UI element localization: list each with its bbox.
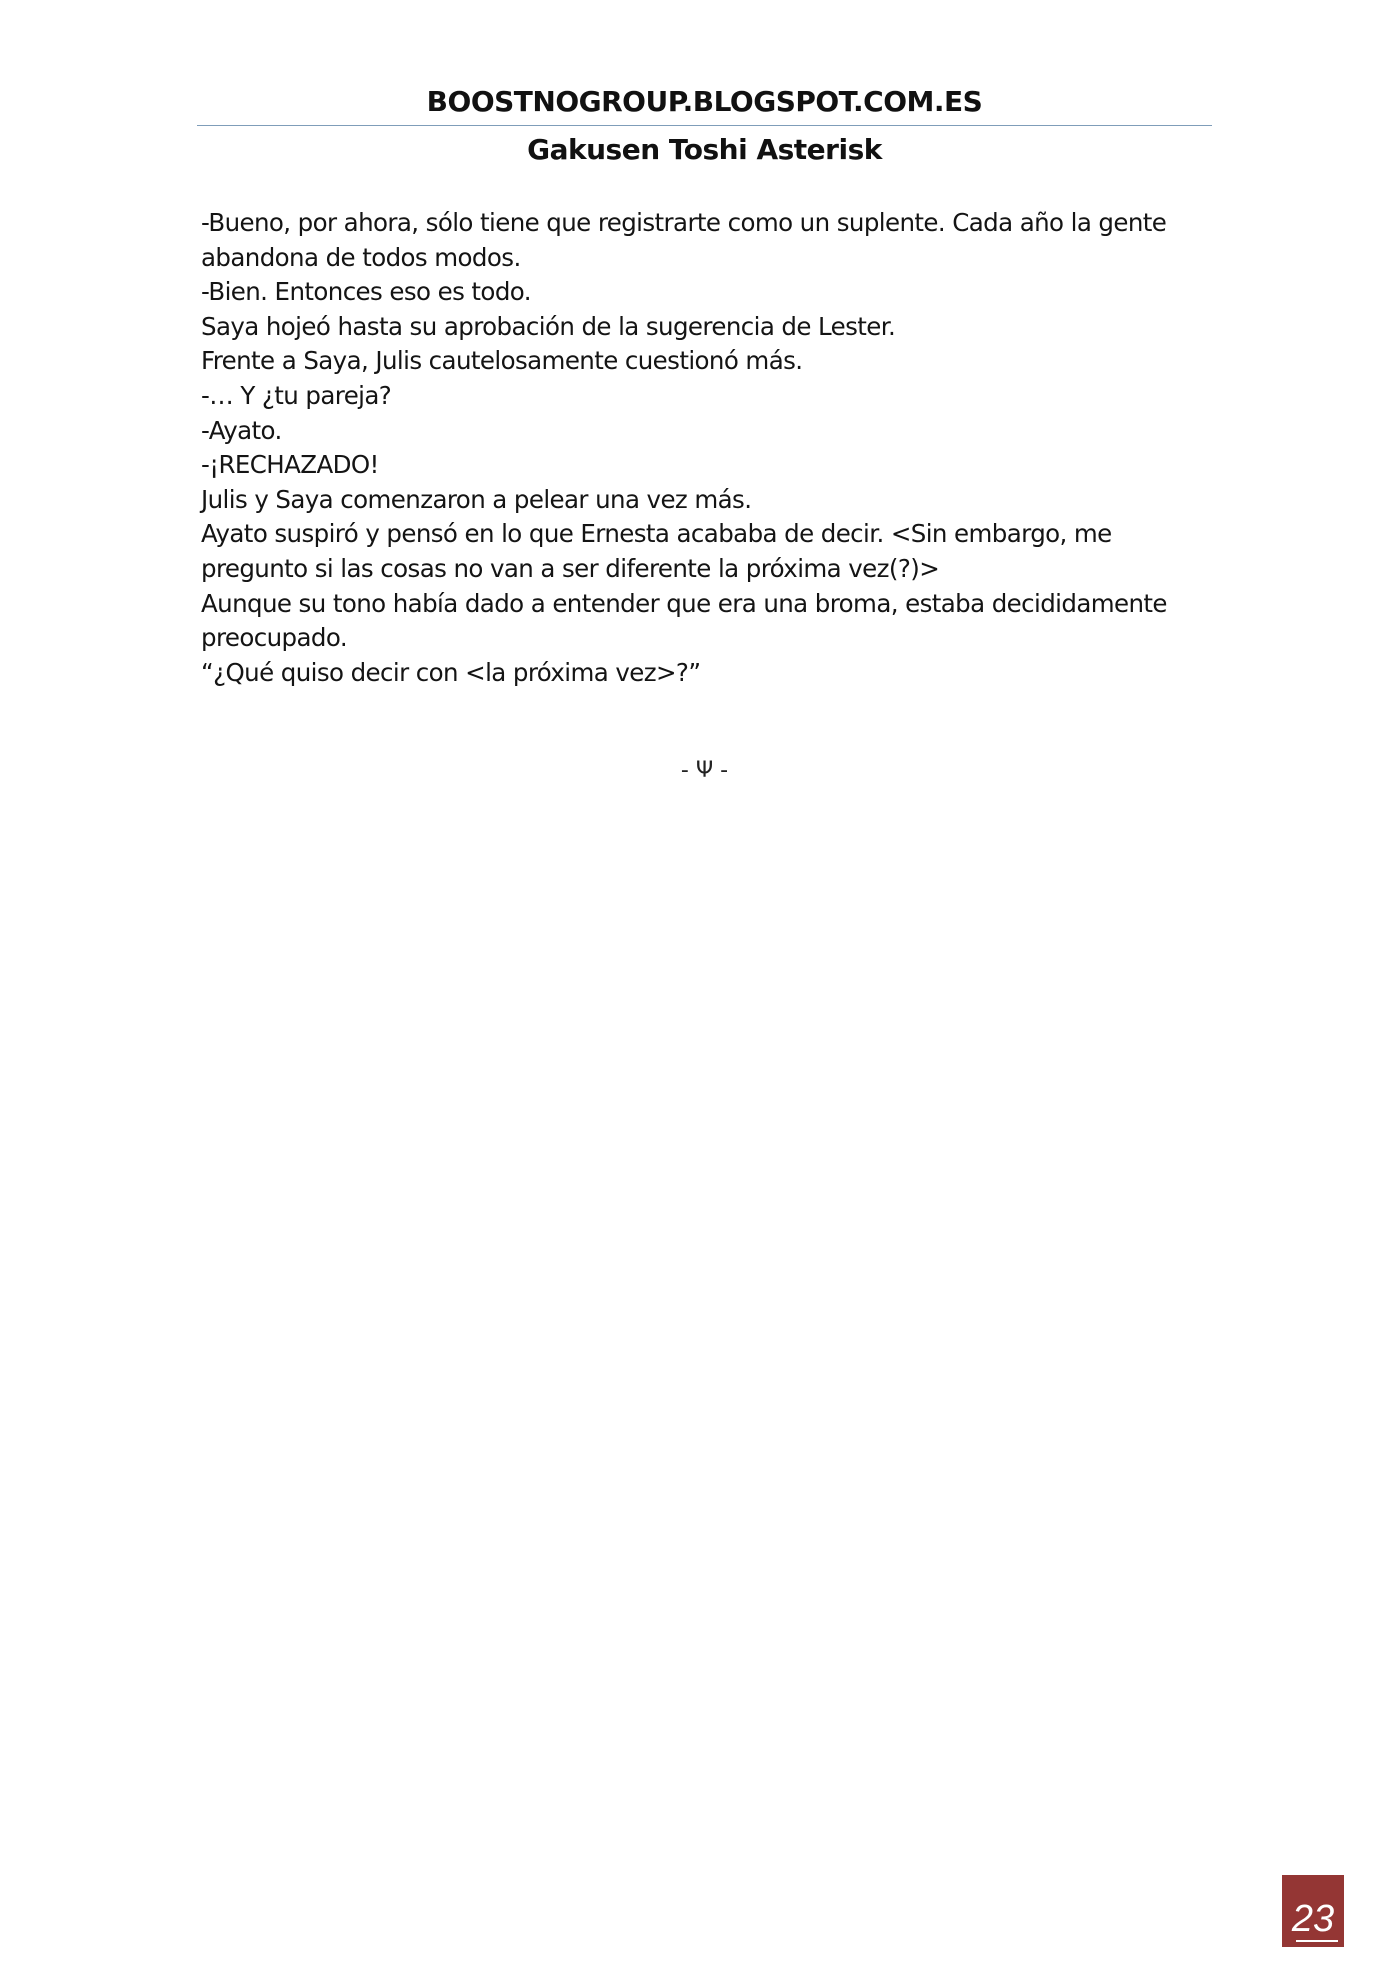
paragraph: Frente a Saya, Julis cautelosamente cuestionó más.: [201, 346, 803, 376]
page-number-badge: [1282, 1875, 1344, 1947]
document-body: [201, 206, 1211, 690]
header-site-name: BOOSTNOGROUP.BLOGSPOT.COM.ES: [426, 85, 983, 118]
paragraph: Saya hojeó hasta su aprobación de la sugerencia de Lester.: [201, 311, 896, 341]
paragraph: -¡RECHAZADO!: [201, 450, 379, 480]
page-number-underline: [1296, 1940, 1338, 1942]
paragraph: Aunque su tono había dado a entender que era una broma, estaba decididamente preocupado.: [201, 588, 1167, 653]
paragraph: Julis y Saya comenzaron a pelear una vez más.: [201, 484, 752, 514]
paragraph: -Ayato.: [201, 415, 282, 445]
paragraph: -… Y ¿tu pareja?: [201, 380, 392, 410]
header-divider: [197, 125, 1212, 126]
paragraph: -Bien. Entonces eso es todo.: [201, 277, 531, 307]
paragraph: -Bueno, por ahora, sólo tiene que registrarte como un suplente. Cada año la gente abandona de todos modos.: [201, 208, 1167, 272]
page-number: 23: [1291, 1898, 1335, 1940]
paragraph: “¿Qué quiso decir con <la próxima vez>?”: [201, 657, 701, 687]
header-book-title: Gakusen Toshi Asterisk: [527, 133, 882, 166]
paragraph: Ayato suspiró y pensó en lo que Ernesta acababa de decir. <Sin embargo, me pregunto si las cosas no van a ser diferente la próxima vez(?)>: [201, 519, 1112, 583]
section-separator: - Ψ -: [680, 758, 729, 783]
